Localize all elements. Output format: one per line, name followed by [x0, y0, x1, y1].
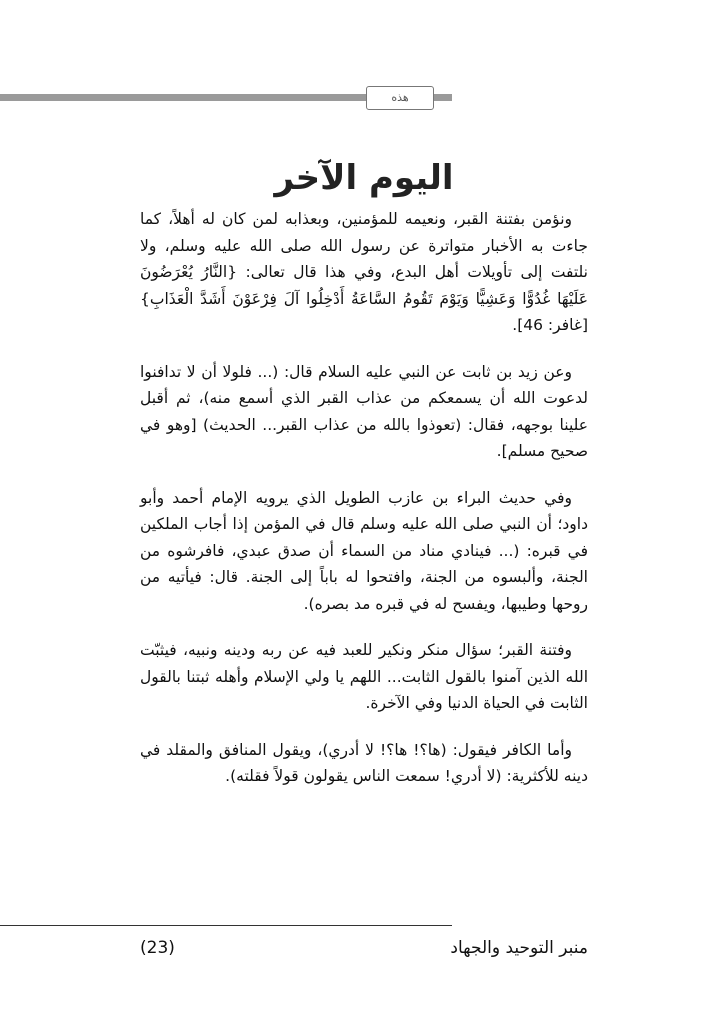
- paragraph-1: ونؤمن بفتنة القبر، ونعيمه للمؤمنين، وبعذابه لمن كان له أهلاً، كما جاءت به الأخبار متواترة عن رسول الله صلى الله عليه وسلم، ولا نلتفت إلى تأويلات أهل البدع، وفي هذا قال تعالى: {النَّارُ يُعْرَضُونَ عَلَيْهَا غُدُوًّا وَعَشِيًّا وَيَوْمَ تَقُومُ السَّاعَةُ أَدْخِلُوا آلَ فِرْعَوْنَ أَشَدَّ الْعَذَابِ} [غافر: 46].: [140, 210, 588, 334]
- publisher-name: منبر التوحيد والجهاد: [450, 938, 588, 958]
- footer-rule: [0, 925, 452, 926]
- paragraph-3: وفي حديث البراء بن عازب الطويل الذي يرويه الإمام أحمد وأبو داود؛ أن النبي صلى الله عليه وسلم قال في المؤمن إذا أجاب الملكين في قبره: (... فينادي مناد من السماء أن صدق عبدي، فافرشوه من الجنة، وألبسوه من الجنة، وافتحوا له باباً إلى الجنة. قال: فيأتيه من روحها وطيبها، ويفسح له في قبره مد بصره).: [140, 488, 588, 613]
- header-tab: هذه: [366, 86, 434, 110]
- header-bar-left: [0, 94, 372, 101]
- paragraph-5: وأما الكافر فيقول: (ها؟! ها؟! لا أدري)، ويقول المنافق والمقلد في دينه للأكثرية: (لا أدري! سمعت الناس يقولون قولاً فقلته).: [140, 740, 588, 785]
- page-number: (23): [140, 938, 175, 958]
- paragraph-2: وعن زيد بن ثابت عن النبي عليه السلام قال: (... فلولا أن لا تدافنوا لدعوت الله أن يسمعكم من عذاب القبر الذي أسمع منه)، ثم أقبل علينا بوجهه، فقال: (تعوذوا بالله من عذاب القبر... الحديث) [وهو في صحيح مسلم].: [140, 362, 588, 460]
- main-content: [140, 206, 588, 810]
- page-title: اليوم الآخر: [274, 158, 454, 198]
- paragraph-4: وفتنة القبر؛ سؤال منكر ونكير للعبد فيه عن ربه ودينه ونبيه، فيثبّت الله الذين آمنوا بالقول الثابت... اللهم يا ولي الإسلام وأهله ثبتنا بالقول الثابت في الحياة الدنيا وفي الآخرة.: [140, 641, 588, 712]
